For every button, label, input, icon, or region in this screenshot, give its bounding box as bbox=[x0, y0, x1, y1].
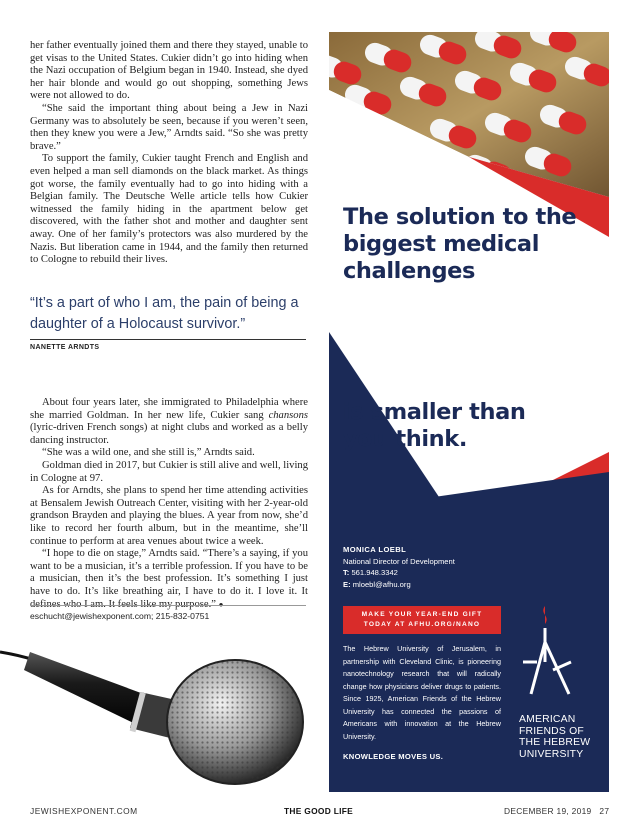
article-body-bottom bbox=[30, 397, 308, 611]
footer-site: JEWISHEXPONENT.COM bbox=[30, 806, 138, 816]
ad-contact-block bbox=[343, 544, 455, 590]
ad-org-name: AMERICAN FRIENDS OF THE HEBREW UNIVERSITY bbox=[519, 714, 591, 760]
ad-contact-title: National Director of Development bbox=[343, 556, 455, 566]
article-paragraph: Goldman died in 2017, but Cukier is still alive and well, living in Cologne at 97. bbox=[30, 459, 308, 484]
pull-quote: “It’s a part of who I am, the pain of being a daughter of a Holocaust survivor.” bbox=[30, 295, 299, 332]
italic-term: chansons bbox=[268, 409, 308, 421]
footer-section: THE GOOD LIFE bbox=[284, 806, 354, 816]
ad-body-text: The Hebrew University of Jerusalem, in partnership with Cleveland Clinic, is pioneering nanotechnology research that will radically change how physicians deliver drugs to patients. Since 1925, American Friends of the Hebrew University has connected the passions of Americans with innovation at the Hebrew University. bbox=[343, 644, 501, 741]
article-paragraph: “She was a wild one, and she still is,” Arndts said. bbox=[42, 447, 255, 459]
ad-headline-top: The solution to the biggest medical challenges bbox=[343, 204, 577, 284]
author-contact: eschucht@jewishexponent.com; 215-832-0751 bbox=[30, 611, 210, 621]
afhu-advertisement bbox=[329, 32, 609, 792]
microphone-image bbox=[0, 630, 310, 790]
afhu-menorah-logo-icon bbox=[517, 602, 577, 702]
ad-tagline: KNOWLEDGE MOVES US. bbox=[343, 752, 444, 761]
pull-quote-attribution: NANETTE ARNDTS bbox=[30, 344, 100, 351]
contact-divider bbox=[30, 605, 306, 606]
article-body-top bbox=[30, 40, 308, 267]
article-paragraph: “She said the important thing about being a Jew in Nazi Germany was to absolutely be seen, because if you weren’t seen, then they knew you were a Jew,” Arndts said. “So she was pretty brave.” bbox=[30, 102, 308, 152]
pull-quote-divider bbox=[30, 339, 306, 340]
article-paragraph: her father eventually joined them and there they stayed, unable to get visas to the United States. Cukier didn’t go into hiding when the Nazi occupation of Belgium began in 1940. Instead, she dyed her hair blonde and would go out shopping, something Jews were not allowed to do. bbox=[30, 40, 308, 102]
end-mark: ● bbox=[218, 599, 224, 609]
ad-contact-phone: T: 561.948.3342 bbox=[343, 568, 398, 577]
ad-headline-bottom: is smaller than you think. bbox=[343, 399, 526, 452]
article-paragraph: As for Arndts, she plans to spend her time attending activities at Bensalem Jewish Outreach Center, visiting with her 2-year-old grandson Brayden and playing the blues. A year from now, she’d like to record her fourth album, but in the meantime, she’ll continue to perform at area venues about twice a week. bbox=[30, 485, 308, 547]
ad-cta-banner[interactable]: MAKE YOUR YEAR-END GIFT TODAY AT AFHU.ORG/NANO bbox=[343, 606, 501, 634]
article-paragraph: “I hope to die on stage,” Arndts said. “There’s a saying, if you want to be a musician, it’s a terrible profession. If you have to be a musician, then it’s the best profession. It’s something I just have to do. It’s like breathing air, I have to do it. I love it. It defines who I am. It feels like my purpose.” ● bbox=[30, 548, 308, 610]
footer-date-page: DECEMBER 19, 2019 27 bbox=[504, 806, 610, 816]
article-paragraph: To support the family, Cukier taught French and English and even helped a man sell diamonds on the black market. As things got worse, the family eventually had to go into hiding with a Belgian family. The Deutsche Welle article tells how Cukier witnessed the family hiding in the apartment below get discovered, with the father shot and mother and daughter sent away. One of her family’s protectors was also murdered by the Nazis. But liberation came in 1944, and the family then returned to Cologne to rebuild their lives. bbox=[30, 153, 308, 266]
ad-contact-name: MONICA LOEBL bbox=[343, 545, 407, 554]
article-paragraph: About four years later, she immigrated to Philadelphia where she married Goldman. In her new life, Cukier sang chansons (lyric-driven French songs) at night clubs and worked as a belly dancing instructor. bbox=[30, 397, 308, 446]
ad-contact-email[interactable]: E: mloebl@afhu.org bbox=[343, 579, 411, 589]
